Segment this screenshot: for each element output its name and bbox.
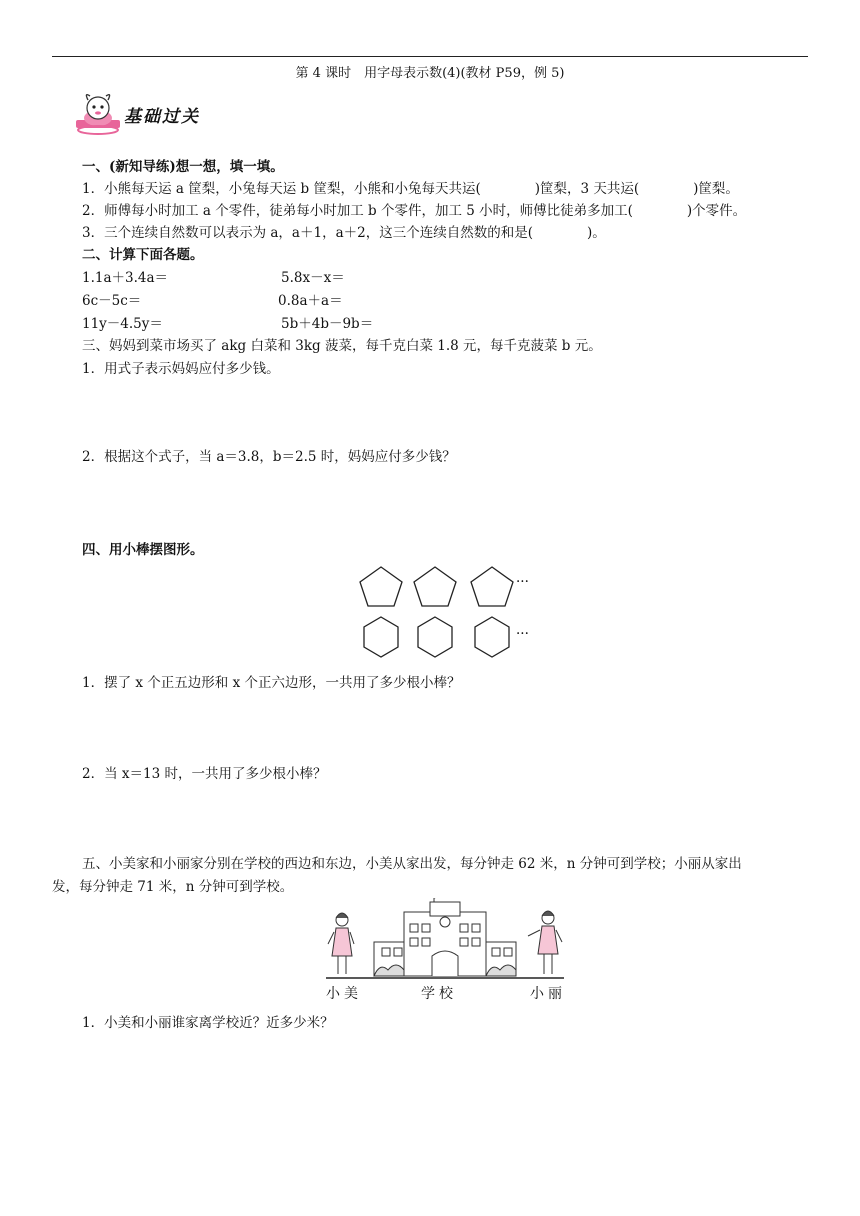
hexagon-icon [418,617,452,657]
ellipsis-1: ··· [516,574,529,590]
s1-question-3: 3．三个连续自然数可以表示为 a，a＋1，a＋2，这三个连续自然数的和是( )。 [82,225,606,241]
top-rule [52,56,808,57]
pentagon-icon [360,567,402,606]
calc-2-2: 0.8a＋a＝ [278,293,343,309]
school-scene-illustration [322,898,568,982]
s5-question-1: 1．小美和小丽谁家离学校近？近多少米？ [82,1015,334,1031]
s4-question-1: 1．摆了 x 个正五边形和 x 个正六边形，一共用了多少根小棒？ [82,675,461,691]
school-building-icon [374,898,516,976]
calc-3-1: 11y－4.5y＝ [82,316,163,332]
section-1-heading: 一、(新知导练)想一想，填一填。 [82,159,284,175]
calc-1-1: 1.1a＋3.4a＝ [82,270,169,286]
pentagon-icon [414,567,456,606]
badge-label: 基础过关 [124,107,200,127]
section-2-heading: 二、计算下面各题。 [82,247,204,263]
pentagon-icon [471,567,513,606]
hexagon-icon [364,617,398,657]
section-5-heading-line-1: 五、小美家和小丽家分别在学校的西边和东边，小美从家出发，每分钟走 62 米，n 分钟可到学校；小丽从家出 [82,856,742,872]
section-4-heading: 四、用小棒摆图形。 [82,542,204,558]
calc-1-2: 5.8x－x＝ [281,270,345,286]
hexagon-icon [475,617,509,657]
s3-question-1: 1．用式子表示妈妈应付多少钱。 [82,361,280,377]
s3-question-2: 2．根据这个式子，当 a＝3.8，b＝2.5 时，妈妈应付多少钱？ [82,449,456,465]
page-title: 第 4 课时 用字母表示数(4)(教材 P59，例 5) [295,66,565,81]
ellipsis-2: ··· [516,626,529,642]
label-xiaoli: 小丽 [530,986,566,1002]
calc-2-1: 6c－5c＝ [82,293,142,309]
section-3-heading: 三、妈妈到菜市场买了 akg 白菜和 3kg 菠菜，每千克白菜 1.8 元，每千克菠菜 b 元。 [82,338,602,354]
polygon-figure [352,563,542,663]
section-5-heading-line-2: 发，每分钟走 71 米，n 分钟可到学校。 [52,879,294,895]
girl-xiaoli-icon [528,911,562,974]
s1-question-2: 2．师傅每小时加工 a 个零件，徒弟每小时加工 b 个零件，加工 5 小时，师傅比徒弟多加工( )个零件。 [82,203,747,219]
girl-xiaomei-icon [328,913,354,974]
s4-question-2: 2．当 x＝13 时，一共用了多少根小棒？ [82,766,327,782]
calc-3-2: 5b＋4b－9b＝ [281,316,374,332]
label-school: 学校 [421,986,457,1002]
label-xiaomei: 小美 [326,986,362,1002]
s1-question-1: 1．小熊每天运 a 筐梨，小兔每天运 b 筐梨，小熊和小兔每天共运( )筐梨，3 天共运( )筐梨。 [82,181,739,197]
